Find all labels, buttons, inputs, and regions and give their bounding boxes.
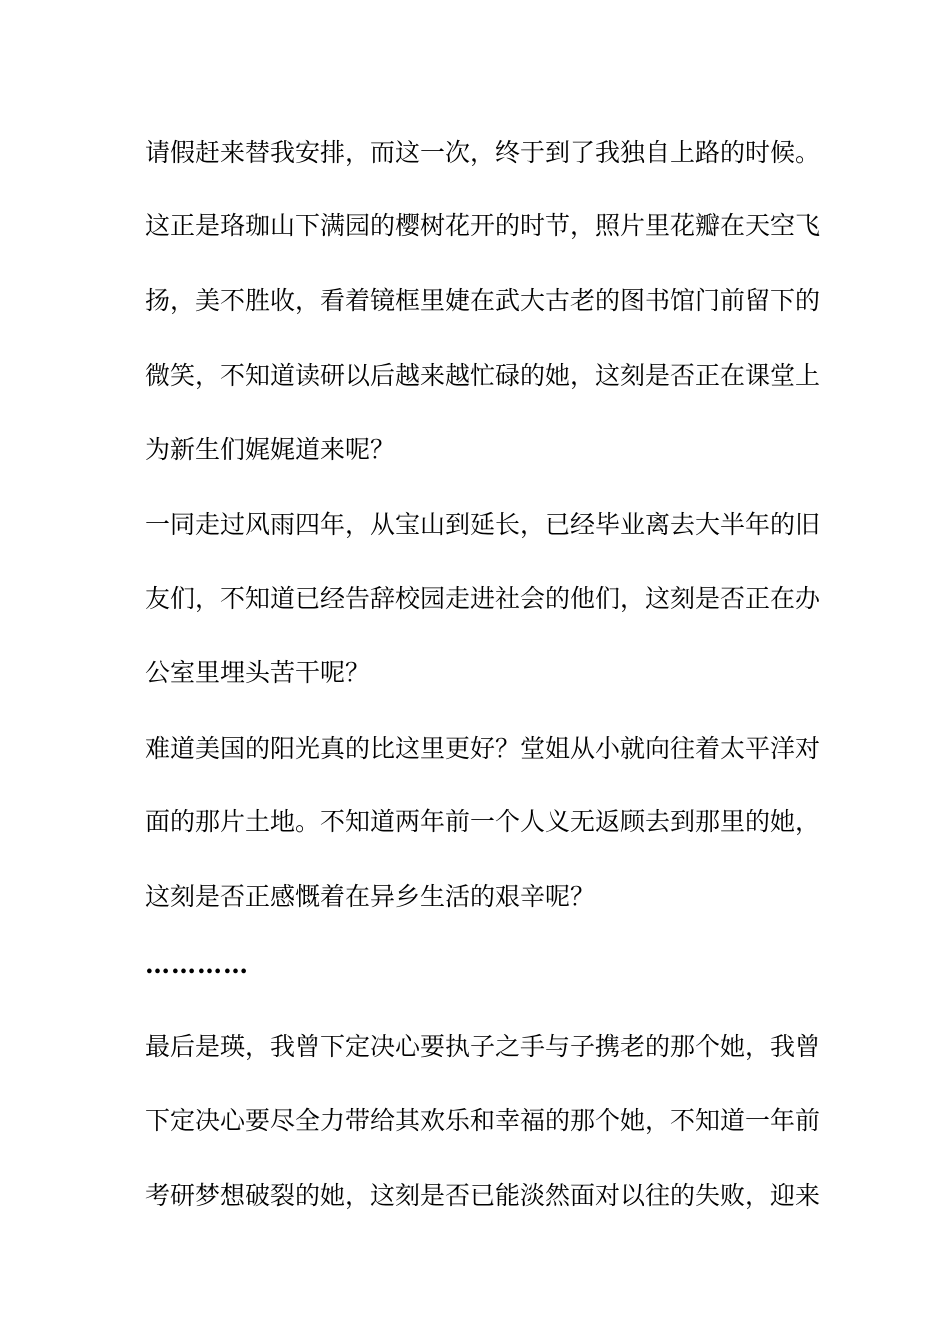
text-line-8: 公室里埋头苦干呢？ bbox=[145, 658, 371, 687]
text-line-11: 这刻是否正感慨着在异乡生活的艰辛呢？ bbox=[145, 882, 596, 911]
text-line-2: 这正是珞珈山下满园的樱树花开的时节，照片里花瓣在天空飞 bbox=[145, 211, 821, 240]
text-line-1: 请假赶来替我安排，而这一次，终于到了我独自上路的时候。 bbox=[145, 138, 821, 167]
text-line-5: 为新生们娓娓道来呢？ bbox=[145, 435, 396, 464]
text-line-7: 友们，不知道已经告辞校园走进社会的他们，这刻是否正在办 bbox=[145, 584, 821, 613]
ellipsis-line: ………… bbox=[145, 950, 249, 979]
text-line-9: 难道美国的阳光真的比这里更好？堂姐从小就向往着太平洋对 bbox=[145, 734, 821, 763]
text-line-13: 下定决心要尽全力带给其欢乐和幸福的那个她，不知道一年前 bbox=[145, 1106, 821, 1135]
text-line-12: 最后是瑛，我曾下定决心要执子之手与子携老的那个她，我曾 bbox=[145, 1032, 821, 1061]
text-line-3: 扬，美不胜收，看着镜框里婕在武大古老的图书馆门前留下的 bbox=[145, 286, 821, 315]
text-line-10: 面的那片土地。不知道两年前一个人义无返顾去到那里的她， bbox=[145, 807, 821, 836]
text-line-14: 考研梦想破裂的她，这刻是否已能淡然面对以往的失败，迎来 bbox=[145, 1181, 821, 1210]
text-line-6: 一同走过风雨四年，从宝山到延长，已经毕业离去大半年的旧 bbox=[145, 510, 821, 539]
text-line-4: 微笑，不知道读研以后越来越忙碌的她，这刻是否正在课堂上 bbox=[145, 361, 821, 390]
